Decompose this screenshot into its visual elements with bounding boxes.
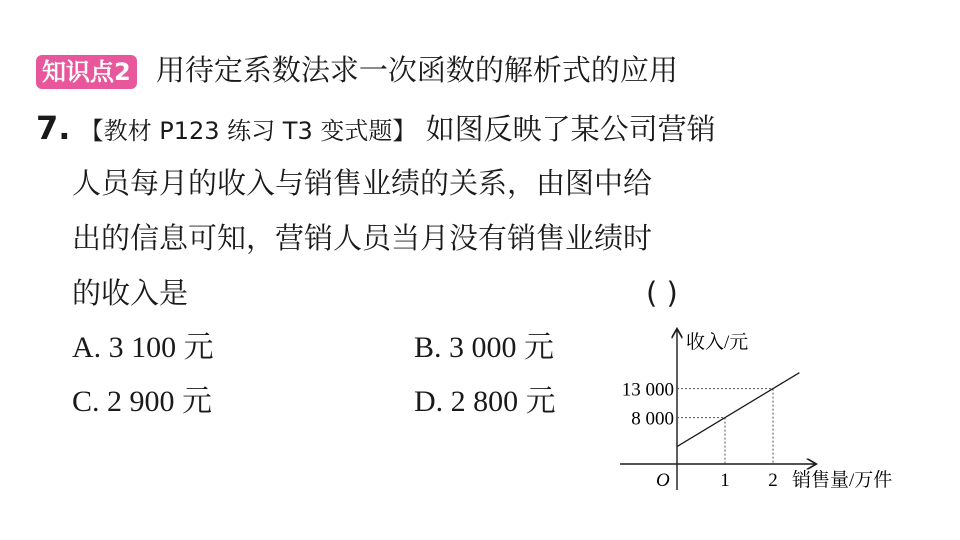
option-c-label: C. xyxy=(72,385,100,418)
answer-blank: ( ) xyxy=(646,276,678,310)
option-a-text: 3 100 元 xyxy=(108,331,214,364)
option-d-text: 2 800 元 xyxy=(450,385,556,418)
option-d-label: D. xyxy=(414,385,444,418)
option-b[interactable] xyxy=(414,328,554,368)
origin-label: O xyxy=(656,470,670,491)
question-number: 7. xyxy=(36,109,71,147)
y-axis-label: 收入/元 xyxy=(686,332,749,353)
x-tick-label-1: 1 xyxy=(720,470,730,491)
income-line xyxy=(677,373,799,447)
option-c-text: 2 900 元 xyxy=(107,385,213,418)
question-line-4: 的收入是 xyxy=(72,276,189,310)
y-tick-label-13000: 13 000 xyxy=(621,379,674,401)
option-b-label: B. xyxy=(414,331,442,364)
option-c[interactable] xyxy=(72,382,212,422)
question-text-1: 如图反映了某公司营销 xyxy=(425,112,716,146)
y-tick-label-8000: 8 000 xyxy=(631,408,674,430)
option-b-text: 3 000 元 xyxy=(449,331,555,364)
question-line-1 xyxy=(36,108,716,151)
income-chart xyxy=(590,322,930,502)
section-title: 用待定系数法求一次函数的解析式的应用 xyxy=(155,53,678,87)
x-tick-label-2: 2 xyxy=(768,470,778,491)
question-line-3: 出的信息可知，营销人员当月没有销售业绩时 xyxy=(72,221,653,255)
question-source: 【教材 P123 练习 T3 变式题】 xyxy=(79,117,417,145)
option-a-label: A. xyxy=(72,331,102,364)
x-axis-label: 销售量/万件 xyxy=(792,470,893,491)
option-d[interactable] xyxy=(414,382,556,422)
question-line-2: 人员每月的收入与销售业绩的关系，由图中给 xyxy=(72,166,653,200)
section-badge: 知识点2 xyxy=(36,55,137,89)
section-heading xyxy=(36,50,678,90)
option-a[interactable] xyxy=(72,328,214,368)
